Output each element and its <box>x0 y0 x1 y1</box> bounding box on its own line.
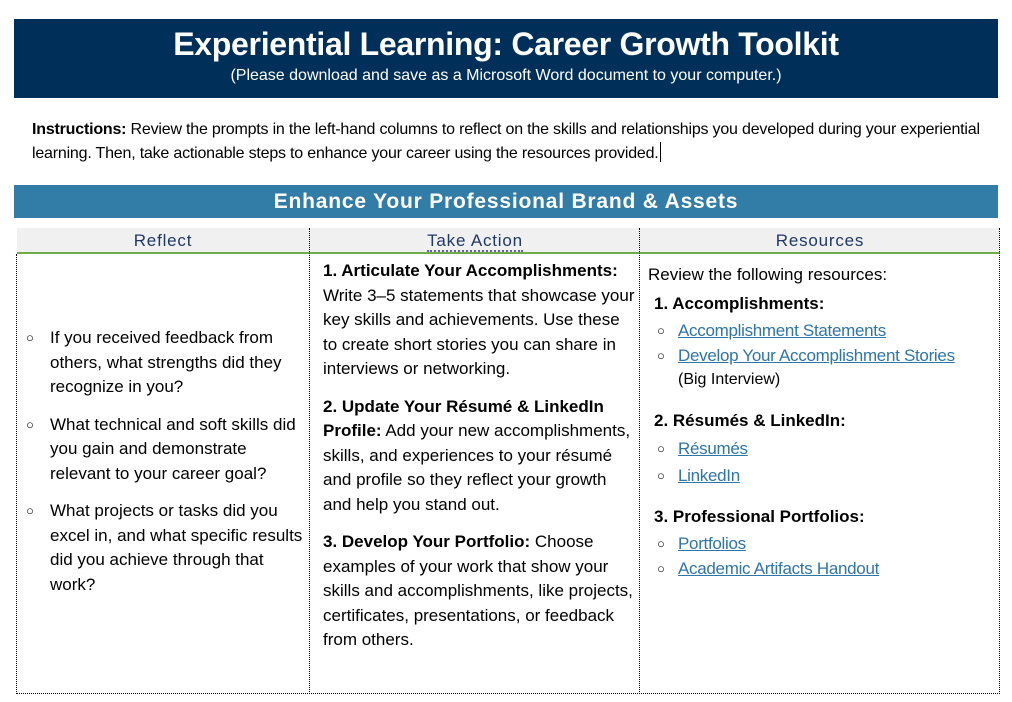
instructions-text: Review the prompts in the left-hand columns to reflect on the skills and relationships you developed during your experiential learning. Then, take actionable steps to enhance your career using the resources provided. <box>32 121 980 162</box>
hollow-bullet-icon: ○ <box>657 323 665 338</box>
resource-item <box>648 318 993 343</box>
hollow-bullet-icon: ○ <box>26 330 34 345</box>
action-step <box>323 395 635 518</box>
resource-item <box>648 436 993 461</box>
resource-note: (Big Interview) <box>678 371 781 388</box>
table-header-row <box>17 228 1000 254</box>
hollow-bullet-icon: ○ <box>657 467 665 483</box>
resource-group-heading: 2. Résumés & LinkedIn: <box>654 411 846 430</box>
hollow-bullet-icon: ○ <box>26 503 34 518</box>
instructions-label: Instructions: <box>32 121 127 138</box>
resources-intro: Review the following resources: <box>648 265 888 284</box>
link-develop-accomplishment-stories[interactable]: Develop Your Accomplishment Stories <box>678 346 955 365</box>
action-step-text: Write 3–5 statements that showcase your key skills and achievements. Use these to create short stories you can share in interviews or networking. <box>323 285 635 378</box>
reflect-prompt-text: What technical and soft skills did you gain and demonstrate relevant to your career goal? <box>50 414 296 483</box>
link-portfolios[interactable]: Portfolios <box>678 534 746 553</box>
resource-item <box>648 556 993 581</box>
link-linkedin[interactable]: LinkedIn <box>678 465 740 485</box>
column-header-reflect: Reflect <box>133 231 193 250</box>
action-step-heading: 2. Update Your Résumé & LinkedIn Profile: <box>323 396 604 440</box>
column-divider <box>309 228 310 694</box>
reflect-prompt <box>24 499 304 597</box>
table-border-bottom <box>16 693 1000 694</box>
toolkit-table <box>16 228 999 694</box>
link-accomplishment-statements[interactable]: Accomplishment Statements <box>678 321 886 340</box>
hollow-bullet-icon: ○ <box>657 440 665 456</box>
reflect-prompt <box>24 326 304 400</box>
resource-group-accomplishments <box>648 292 993 393</box>
column-header-take-action-label: Take Action <box>427 231 523 250</box>
instructions-paragraph[interactable] <box>32 118 982 166</box>
document-title-banner <box>14 19 998 98</box>
document-title: Experiential Learning: Career Growth Toolkit <box>173 26 839 62</box>
action-step <box>323 530 635 653</box>
link-academic-artifacts-handout[interactable]: Academic Artifacts Handout <box>678 559 880 578</box>
resource-group-heading: 3. Professional Portfolios: <box>654 506 865 526</box>
hollow-bullet-icon: ○ <box>657 348 665 363</box>
hollow-bullet-icon: ○ <box>657 561 665 576</box>
resources-cell[interactable] <box>648 263 993 598</box>
reflect-prompt <box>24 413 304 487</box>
take-action-cell[interactable] <box>323 259 635 666</box>
table-border-left <box>16 254 17 694</box>
resource-group-resumes-linkedin <box>648 409 993 488</box>
resource-item <box>648 463 993 488</box>
column-header-take-action <box>310 228 640 252</box>
action-step-heading: 1. Articulate Your Accomplishments: <box>323 261 618 280</box>
reflect-prompt-text: What projects or tasks did you excel in, and what specific results did you achieve through that work? <box>50 501 303 594</box>
action-step-text: Choose examples of your work that show your skills and accomplishments, like projects, certificates, presentations, or feedback from others. <box>323 532 633 649</box>
document-subtitle: (Please download and save as a Microsoft Word document to your computer.) <box>230 67 782 84</box>
action-step <box>323 259 635 382</box>
section-heading: Enhance Your Professional Brand & Assets <box>14 185 998 218</box>
hollow-bullet-icon: ○ <box>657 536 665 551</box>
column-header-resources: Resources <box>775 231 865 250</box>
table-border-right <box>999 228 1000 694</box>
text-cursor <box>660 142 661 162</box>
resource-item <box>648 343 993 368</box>
resource-group-portfolios <box>648 505 993 582</box>
action-step-text: Add your new accomplishments, skills, and experiences to your résumé and profile so they reflect your growth and help you stand out. <box>323 421 631 514</box>
resource-group-heading: 1. Accomplishments: <box>654 293 825 313</box>
hollow-bullet-icon: ○ <box>26 416 34 432</box>
resource-item <box>648 531 993 556</box>
reflect-cell[interactable] <box>24 326 304 610</box>
action-step-heading: 3. Develop Your Portfolio: <box>323 532 531 551</box>
reflect-prompt-text: If you received feedback from others, what strengths did they recognize in you? <box>50 328 282 396</box>
link-resumes[interactable]: Résumés <box>678 438 748 458</box>
column-divider <box>639 228 640 694</box>
